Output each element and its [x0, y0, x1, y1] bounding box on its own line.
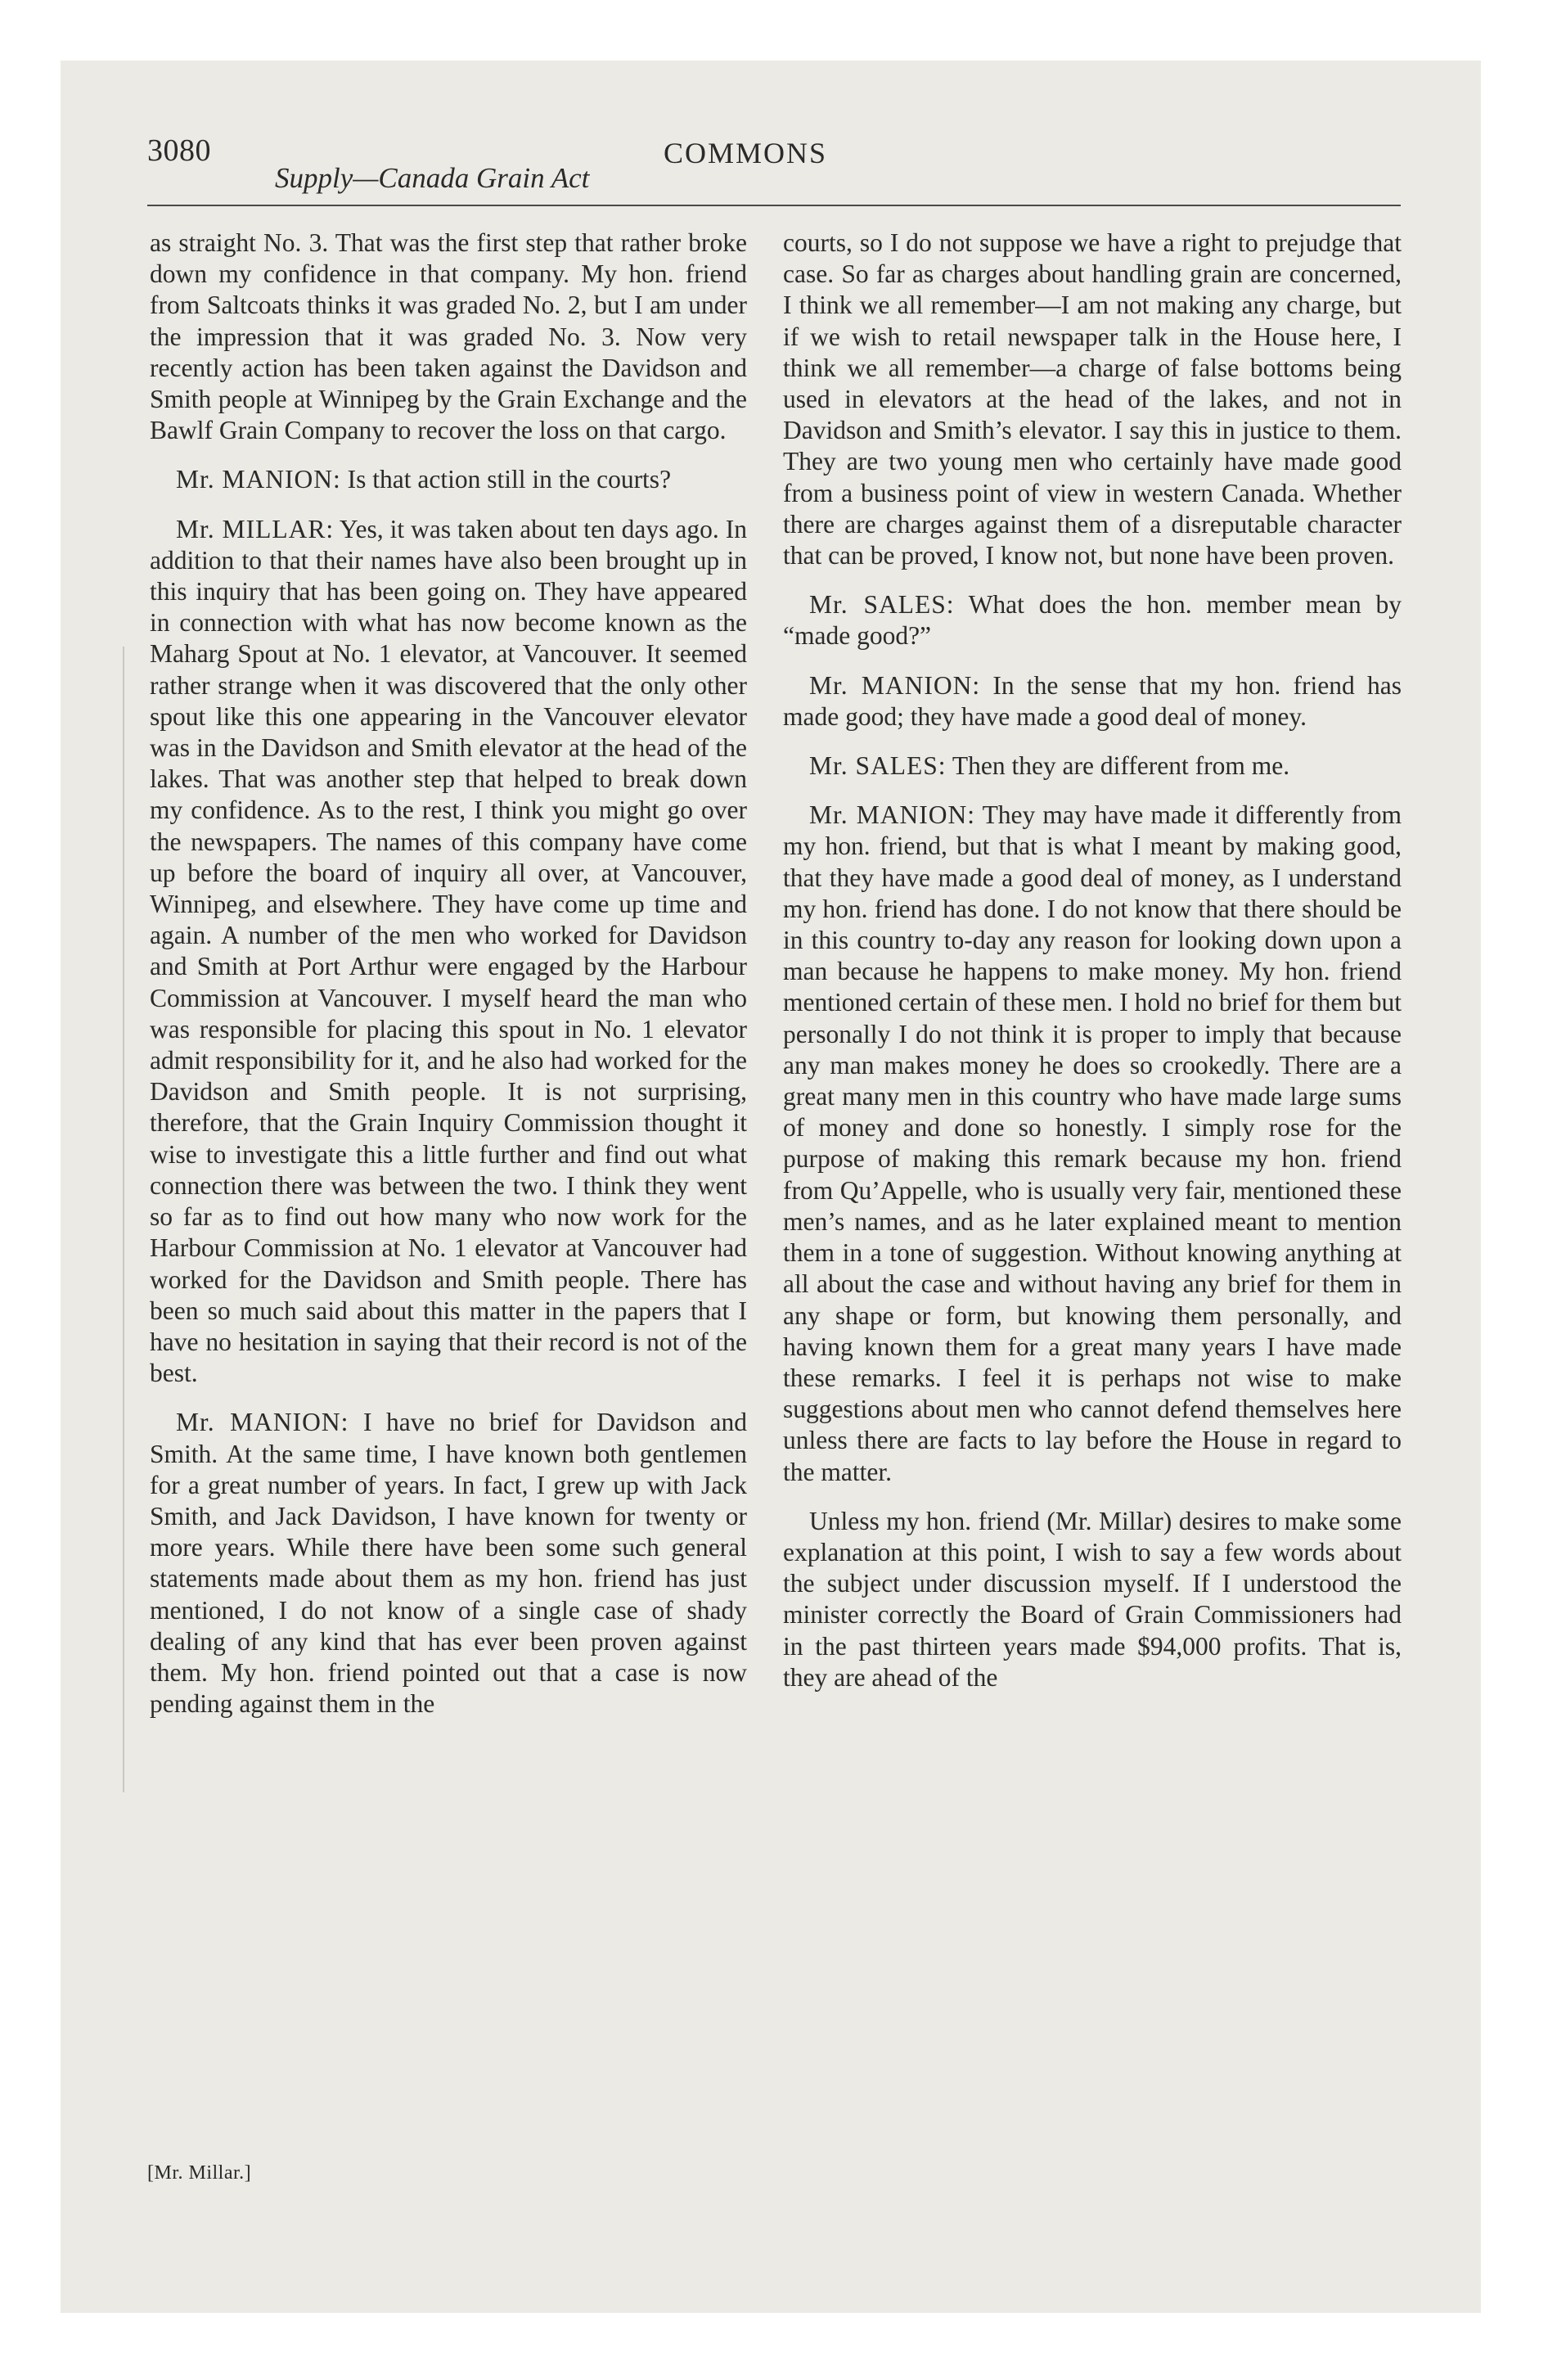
- running-head: COMMONS: [664, 137, 828, 169]
- paragraph: [783, 589, 1402, 651]
- paragraph: [783, 800, 1402, 1487]
- paragraph-text: They may have made it differently from my hon. friend, but that is what I meant by making good, that they have made a good deal of money, as I understand my hon. friend has done. I do not know that there should be in this country to-day any reason for looking down upon a man because he happens to make money. My hon. friend mentioned certain of these men. I hold no brief for them but personally I do not think it is proper to imply that because any man makes money he does so crookedly. There are a great many men in this country who have made large sums of money and done so honestly. I simply rose for the purpose of making this remark because my hon. friend from Qu’Appelle, who is usually very fair, mentioned these men’s names, and as he later explained meant to mention them in a tone of suggestion. Without knowing anything at all about the case and without having any brief for them in any shape or form, but knowing them personally, and having known them for a great many years I have made these remarks. I feel it is perhaps not wise to make suggestions about men who cannot defend themselves here unless there are facts to lay before the House in regard to the matter.: [783, 800, 1402, 1486]
- speaker-name: Mr. MANION:: [809, 800, 975, 830]
- paragraph-text: In the sense that my hon. friend has made good; they have made a good deal of money.: [783, 670, 1402, 731]
- speaker-name: Mr. MANION:: [809, 670, 981, 700]
- paragraph-text: Unless my hon. friend (Mr. Millar) desires to make some explanation at this point, I wish to say a few words about the subject under discussion myself. If I understood the minister correctly the Board of Grain Commissioners had in the past thirteen years made $94,000 profits. That is, they are ahead of the: [783, 1506, 1402, 1692]
- paragraph-text: What does the hon. member mean by “made good?”: [783, 590, 1402, 651]
- paragraph: [150, 1407, 747, 1720]
- speaker-name: Mr. SALES:: [809, 751, 947, 781]
- footer-speaker-tag: [Mr. Millar.]: [147, 2162, 252, 2184]
- paragraph: [150, 464, 747, 495]
- paragraph: [783, 670, 1402, 732]
- paragraph-text: as straight No. 3. That was the first step that rather broke down my confidence in that company. My hon. friend from Saltcoats thinks it was graded No. 2, but I am under the impression that it was graded No. 3. Now very recently action has been taken against the Davidson and Smith people at Winnipeg by the Grain Exchange and the Bawlf Grain Company to recover the loss on that cargo.: [150, 228, 747, 445]
- speaker-name: Mr. SALES:: [809, 590, 955, 620]
- left-column: [150, 228, 747, 1720]
- paragraph-text: I have no brief for Davidson and Smith. At the same time, I have known both gentlemen for a great number of years. In fact, I grew up with Jack Smith, and Jack Davidson, I have known for twenty or more years. While there have been some such general statements made about them as my hon. friend has just mentioned, I do not know of a single case of shady dealing of any kind that has ever been proven against them. My hon. friend pointed out that a case is now pending against them in the: [150, 1408, 747, 1719]
- paragraph: [150, 228, 747, 446]
- paragraph-text: Yes, it was taken about ten days ago. In addition to that their names have also been brought up in this inquiry that has been going on. They have appeared in connection with what has now become known as the Maharg Spout at No. 1 elevator, at Vancouver. It seemed rather strange when it was discovered that the only other spout like this one appearing in the Vancouver elevator was in the Davidson and Smith elevator at the head of the lakes. That was another step that helped to break down my confidence. As to the rest, I think you might go over the newspapers. The names of this company have come up before the board of inquiry all over, at Vancouver, Winnipeg, and elsewhere. They have come up time and again. A number of the men who worked for Davidson and Smith at Port Arthur were engaged by the Harbour Commission at Vancouver. I myself heard the man who was responsible for placing this spout in No. 1 elevator admit responsibility for it, and he also had worked for the Davidson and Smith people. It is not surprising, therefore, that the Grain Inquiry Commission thought it wise to investigate this a little further and find out what connection there was between the two. I think they went so far as to find out how many who now work for the Harbour Commission at No. 1 elevator at Vancouver had worked for the Davidson and Smith people. There has been so much said about this matter in the papers that I have no hesitation in saying that their record is not of the best.: [150, 514, 747, 1388]
- paragraph: [783, 228, 1402, 571]
- right-column: [783, 228, 1402, 1693]
- margin-mark: [123, 647, 124, 1792]
- paragraph: [783, 1506, 1402, 1693]
- paragraph: [150, 514, 747, 1390]
- paragraph: [783, 751, 1402, 782]
- speaker-name: Mr. MILLAR:: [176, 514, 335, 543]
- speaker-name: Mr. MANION:: [176, 465, 341, 494]
- section-title: Supply—Canada Grain Act: [275, 162, 590, 194]
- page-number: 3080: [147, 133, 211, 168]
- speaker-name: Mr. MANION:: [176, 1408, 349, 1437]
- paragraph-text: Is that action still in the courts?: [347, 465, 672, 494]
- header-rule: [147, 205, 1401, 206]
- paragraph-text: Then they are different from me.: [952, 751, 1290, 781]
- paragraph-text: courts, so I do not suppose we have a right to prejudge that case. So far as charges about handling grain are concerned, I think we all remember—I am not making any charge, but if we wish to retail newspaper talk in the House here, I think we all remember—a charge of false bottoms being used in elevators at the head of the lakes, and not in Davidson and Smith’s elevator. I say this in justice to them. They are two young men who certainly have made good from a business point of view in western Canada. Whether there are charges against them of a disreputable character that can be proved, I know not, but none have been proven.: [783, 228, 1402, 570]
